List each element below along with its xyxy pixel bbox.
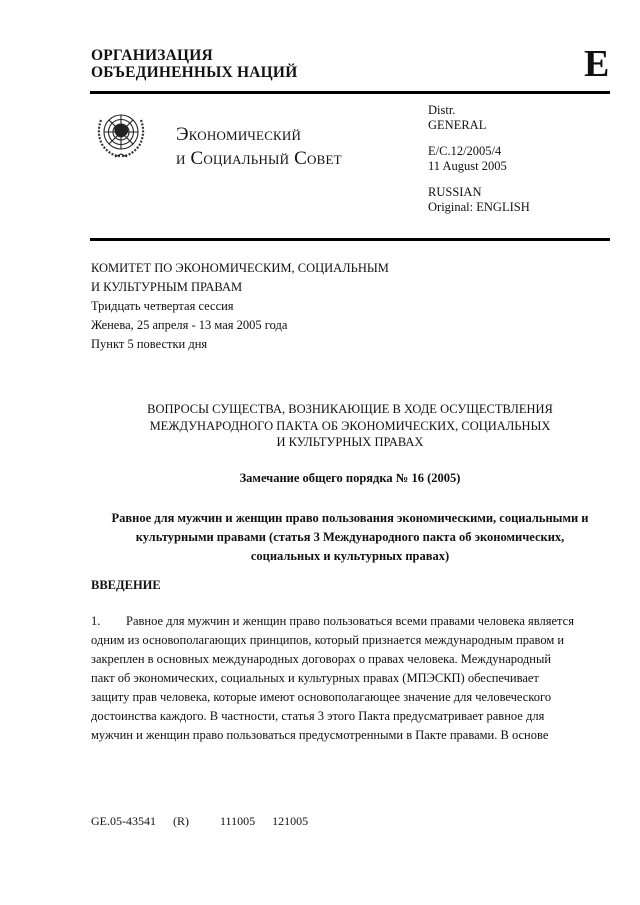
committee-block — [91, 259, 389, 354]
committee-line: И КУЛЬТУРНЫМ ПРАВАМ — [91, 280, 243, 294]
paragraph-line: защиту прав человека, которые имеют основополагающее значение для человеческого — [91, 690, 552, 704]
topic-heading — [90, 401, 610, 451]
footer-date-2: 121005 — [272, 814, 309, 828]
top-divider — [90, 91, 610, 94]
section-heading-introduction: ВВЕДЕНИЕ — [91, 578, 161, 592]
paragraph-line: пакт об экономических, социальных и культурных правах (МПЭСКП) обеспечивает — [91, 671, 539, 685]
subtitle-line: социальных и культурных правах) — [250, 549, 450, 563]
document-symbol: E/C.12/2005/4 — [428, 144, 502, 158]
paragraph-line: достоинства каждого. В частности, статья 3 этого Пакта предусматривает равное для — [91, 709, 545, 723]
agenda-item-line: Пункт 5 повестки дня — [91, 337, 208, 351]
language-code: E — [584, 43, 610, 85]
venue-dates-line: Женева, 25 апреля - 13 мая 2005 года — [91, 318, 288, 332]
distribution-block — [428, 103, 530, 214]
subtitle-line: Равное для мужчин и женщин право пользования экономическими, социальными и — [111, 511, 589, 525]
paragraph-number: 1. — [91, 614, 101, 628]
footer-job-info — [91, 814, 322, 829]
paragraph-line: 1. Равное для мужчин и женщин право пользоваться всеми правами человека является — [91, 612, 611, 631]
council-line-1: Экономический — [176, 124, 302, 145]
organization-line-2: ОБЪЕДИНЕННЫХ НАЦИЙ — [91, 64, 298, 81]
un-emblem-icon — [93, 106, 149, 162]
paragraph-line: одним из основополагающих принципов, который признается международным правом и — [91, 633, 565, 647]
general-comment-title: Замечание общего порядка № 16 (2005) — [239, 471, 461, 485]
topic-line: И КУЛЬТУРНЫХ ПРАВАХ — [276, 435, 424, 449]
original-language: Original: ENGLISH — [428, 199, 530, 214]
footer-date-1: 111005 — [220, 814, 256, 828]
paragraph-1 — [91, 612, 611, 745]
document-subtitle — [90, 509, 610, 566]
job-number: GE.05-43541 — [91, 814, 156, 828]
revision-mark: (R) — [173, 814, 189, 828]
council-name — [176, 123, 342, 171]
paragraph-line: мужчин и женщин право пользоваться предусмотренными в Пакте правами. В основе — [91, 728, 549, 742]
header-bottom-divider — [90, 238, 610, 241]
session-line: Тридцать четвертая сессия — [91, 299, 234, 313]
paragraph-line: закреплен в основных международных договорах о правах человека. Международный — [91, 652, 552, 666]
document-language: RUSSIAN — [428, 185, 482, 199]
topic-line: МЕЖДУНАРОДНОГО ПАКТА ОБ ЭКОНОМИЧЕСКИХ, СОЦИАЛЬНЫХ — [149, 418, 551, 433]
committee-line: КОМИТЕТ ПО ЭКОНОМИЧЕСКИМ, СОЦИАЛЬНЫМ — [91, 261, 389, 275]
topic-line: ВОПРОСЫ СУЩЕСТВА, ВОЗНИКАЮЩИЕ В ХОДЕ ОСУЩЕСТВЛЕНИЯ — [147, 402, 553, 416]
council-line-2: и Социальный Совет — [176, 148, 342, 169]
document-date: 11 August 2005 — [428, 158, 507, 173]
organization-name — [91, 47, 297, 81]
subtitle-line: культурными правами (статья 3 Международного пакта об экономических, — [135, 530, 565, 544]
distr-label: Distr. — [428, 103, 456, 117]
distr-value: GENERAL — [428, 117, 487, 132]
organization-line-1: ОРГАНИЗАЦИЯ — [91, 47, 213, 64]
